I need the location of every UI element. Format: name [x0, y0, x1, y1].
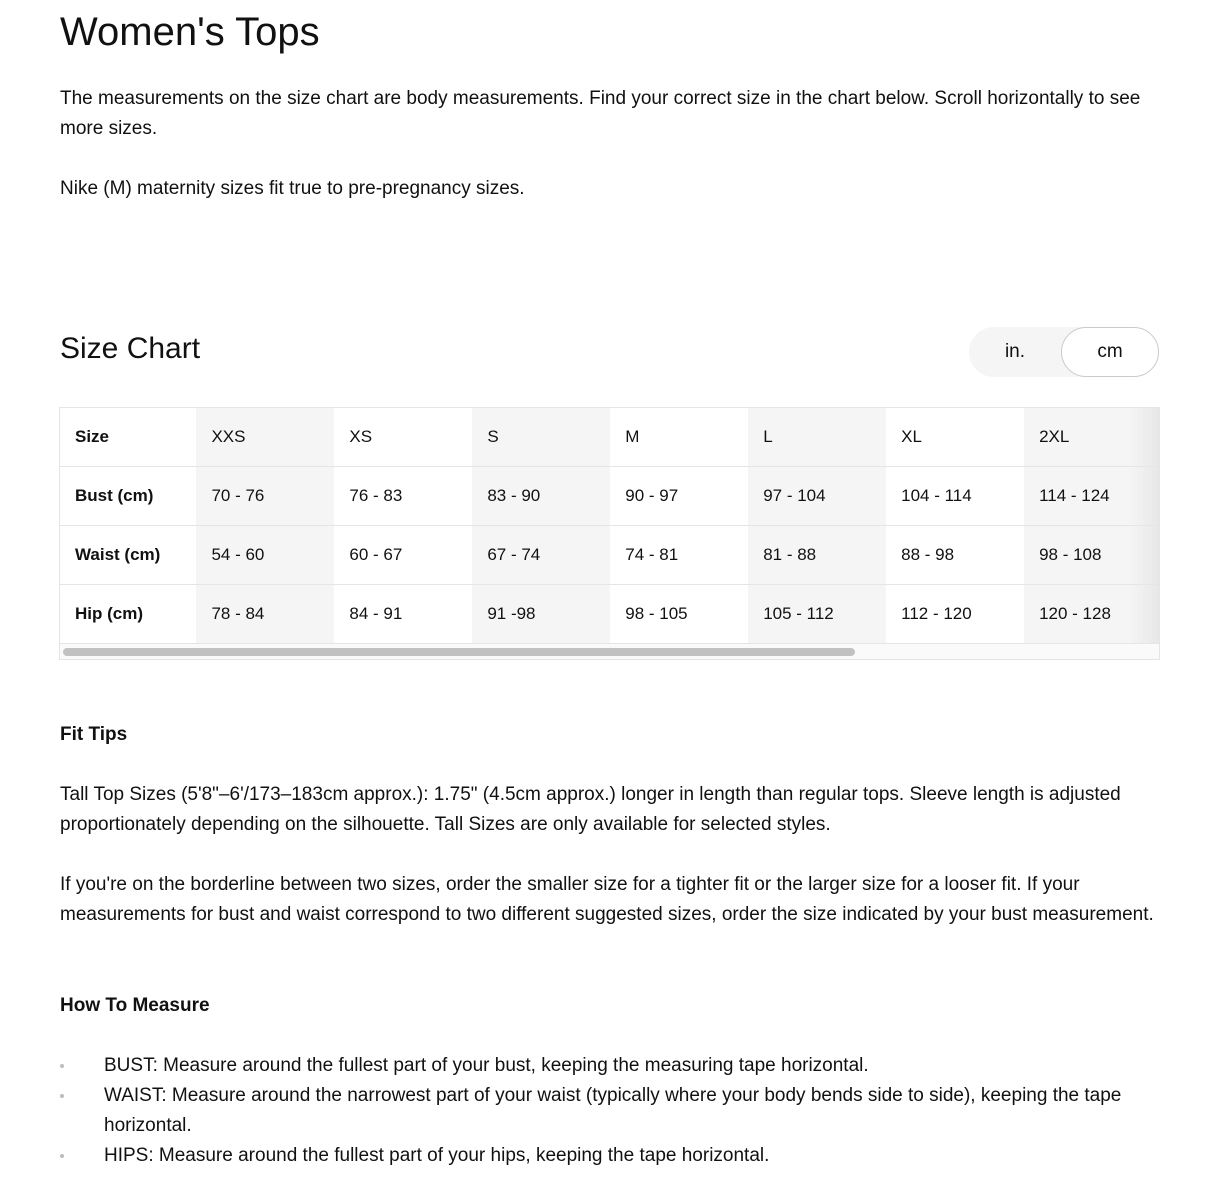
- table-cell: 104 - 114: [886, 467, 1024, 526]
- list-item-text: BUST: Measure around the fullest part of your bust, keeping the measuring tape horizontal.: [104, 1055, 869, 1076]
- table-row: [60, 526, 1160, 585]
- tall-sizes-text: Tall Top Sizes (5'8"–6'/173–183cm approx.): 1.75" (4.5cm approx.) longer in length than regular tops. Sleeve length is adjusted proportionately depending on the silhouette. Tall Sizes are only available for selected styles.: [60, 784, 1121, 835]
- how-to-measure-title: How To Measure: [60, 995, 210, 1016]
- unit-toggle[interactable]: [969, 327, 1159, 377]
- fit-tips-title: Fit Tips: [60, 724, 128, 745]
- table-cell: 112 - 120: [886, 585, 1024, 644]
- table-header-cell: XL: [886, 408, 1024, 467]
- size-table: [60, 408, 1160, 644]
- list-item-text: HIPS: Measure around the fullest part of your hips, keeping the tape horizontal.: [104, 1145, 770, 1166]
- size-chart-title: Size Chart: [60, 332, 201, 365]
- table-cell: 91 -98: [472, 585, 610, 644]
- table-header-cell: XS: [334, 408, 472, 467]
- unit-option-cm[interactable]: cm: [1061, 327, 1159, 377]
- measure-list: [60, 1051, 1160, 1171]
- table-cell: 83 - 90: [472, 467, 610, 526]
- row-label: Hip (cm): [60, 585, 196, 644]
- table-cell: 88 - 98: [886, 526, 1024, 585]
- size-chart-table[interactable]: [59, 407, 1160, 660]
- table-row: [60, 585, 1160, 644]
- table-cell: 114 - 124: [1024, 467, 1160, 526]
- table-cell: 74 - 81: [610, 526, 748, 585]
- table-cell: 67 - 74: [472, 526, 610, 585]
- bullet-dot-icon: [60, 1154, 64, 1158]
- table-cell: 81 - 88: [748, 526, 886, 585]
- list-item: [60, 1051, 1160, 1081]
- list-item-text: WAIST: Measure around the narrowest part of your waist (typically where your body bends side to side), keeping the tape horizontal.: [104, 1085, 1122, 1136]
- table-header-cell: S: [472, 408, 610, 467]
- table-cell: 98 - 108: [1024, 526, 1160, 585]
- list-item: [60, 1081, 1160, 1141]
- table-header-cell: L: [748, 408, 886, 467]
- bullet-dot-icon: [60, 1094, 64, 1098]
- table-cell: 120 - 128: [1024, 585, 1160, 644]
- table-header-cell: Size: [60, 408, 196, 467]
- table-cell: 54 - 60: [196, 526, 334, 585]
- row-label: Waist (cm): [60, 526, 196, 585]
- maternity-note: Nike (M) maternity sizes fit true to pre-pregnancy sizes.: [60, 178, 525, 199]
- unit-option-inches[interactable]: in.: [1004, 341, 1026, 362]
- scrollbar-thumb[interactable]: [63, 648, 855, 656]
- row-label: Bust (cm): [60, 467, 196, 526]
- horizontal-scrollbar[interactable]: [60, 644, 1159, 659]
- table-cell: 105 - 112: [748, 585, 886, 644]
- bullet-dot-icon: [60, 1064, 64, 1068]
- table-cell: 78 - 84: [196, 585, 334, 644]
- table-header-cell: 2XL: [1024, 408, 1160, 467]
- borderline-text: If you're on the borderline between two sizes, order the smaller size for a tighter fit or the larger size for a looser fit. If your measurements for bust and waist correspond to two different suggested sizes, order the size indicated by your bust measurement.: [60, 874, 1154, 925]
- table-header-cell: XXS: [196, 408, 334, 467]
- table-header-row: [60, 408, 1160, 467]
- table-row: [60, 467, 1160, 526]
- scroll-fade: [1129, 408, 1159, 644]
- table-cell: 98 - 105: [610, 585, 748, 644]
- table-cell: 76 - 83: [334, 467, 472, 526]
- table-cell: 84 - 91: [334, 585, 472, 644]
- list-item: [60, 1141, 1160, 1171]
- table-cell: 90 - 97: [610, 467, 748, 526]
- table-cell: 70 - 76: [196, 467, 334, 526]
- table-cell: 60 - 67: [334, 526, 472, 585]
- intro-text: The measurements on the size chart are body measurements. Find your correct size in the chart below. Scroll horizontally to see more sizes.: [60, 88, 1141, 139]
- page-title: Women's Tops: [60, 10, 320, 54]
- table-header-cell: M: [610, 408, 748, 467]
- table-cell: 97 - 104: [748, 467, 886, 526]
